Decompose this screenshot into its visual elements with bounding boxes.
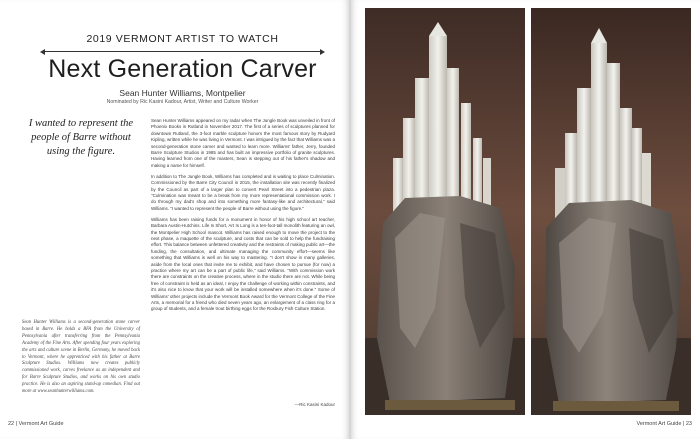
author-credit: —Ric Kasini Kadour xyxy=(294,402,335,407)
sculpture-photo-front xyxy=(365,8,525,415)
sculpture-illustration-side xyxy=(531,8,691,415)
left-page xyxy=(0,0,349,439)
sculpture-photo-side xyxy=(531,8,691,415)
article-body xyxy=(151,118,335,317)
body-paragraph-2: In addition to The Jungle Book, Williams has completed and is waiting to place Culmination. Commissioned by the Barre City Council in 2015, the installation site was recently finalized by the Council as part of a larger plan to convert Pearl Street into a pedestrian plaza. "Culmination was meant to be a break from my more representational commission work. I do through my dad's shop and into something more fantasy-like and architectural," said Williams. "I wanted to represent the people of Barre without using the figure." xyxy=(151,173,335,211)
page-folio-left: 22 | Vermont Art Guide xyxy=(8,421,64,427)
pull-quote: I wanted to represent the people of Barre without using the figure. xyxy=(28,118,134,157)
artist-byline: Sean Hunter Williams, Montpelier xyxy=(119,88,246,98)
double-arrow-rule xyxy=(42,51,323,52)
page-folio-right: Vermont Art Guide | 23 xyxy=(636,421,692,427)
nominated-by: Nominated by Ric Kasini Kadour, Artist, Writer and Culture Worker xyxy=(106,99,259,105)
body-paragraph-3: Williams has been raising funds for a monument in honor of his high school art teacher, Barbara Austin-Hutchins. Life Is Short, Art Is Long is a ten-foot-tall monolith featuring an owl, the Montpelier High School mascot. Williams has raised enough to move the project to the next phase, a maquette of the sculpture, and costs that can be sold to help the fundraising effort. This balance between unfettered creativity and the restraints of making public art—the funding, the consultation, and ultimate managing the community effort—seems like something that Williams is well on his way to mastering. "I don't show in many galleries, aside from the local ones that invite me to exhibit, and have chosen to pursue (for now) a practice where my art can be a part of public life," said Williams. "With commission work there are constraints on the creative process, where in the studio there are not. While being free of constraint is held as an ideal, I enjoy the challenge of working within constraints, and it's also nice to know that your work will be installed somewhere when it's done." Some of Williams' other projects include the Vermont Book Award for the Vermont College of the Fine Arts, a memorial for a friend who died seven years ago, an enlargement of a class ring for a group of students, and a female trout birthing eggs for the Roxbury Fish Culture Station. xyxy=(151,216,335,312)
section-kicker: 2019 VERMONT ARTIST TO WATCH xyxy=(86,33,279,45)
artist-bio: Sean Hunter Williams is a second-generation stone carver based in Barre. He holds a BFA from the University of Pennsylvania after transferring from the Pennsylvania Academy of the Fine Arts. After spending four years exploring the arts and culture scene in Berlin, Germany, he moved back to Vermont, where he apprenticed with his father at Barre Sculpture Studios. Williams now creates publicly commissioned work, carves freelance as an independent and for Barre Sculpture Studios, and works on his own studio practice. He is also an aspiring stand-up comedian. Find out more at www.seanhunterwilliams.com. xyxy=(22,320,140,395)
sculpture-illustration-front xyxy=(365,8,525,415)
article-title: Next Generation Carver xyxy=(48,55,317,83)
body-paragraph-1: Sean Hunter Williams appeared on my radar when The Jungle Book was unveiled in front of Phoenix Books in Rutland in November 2017. The first of a series of sculptures planned for downtown Rutland, the 3-foot marble sculpture honors the most famous story by Rudyard Kipling, written while he was living in Vermont. I was intrigued by the fact that Williams was a second-generation stone carver and wanted to learn more. Williams' father, Jerry, founded Barre Sculpture Studios in 1985 and has built an impressive portfolio of granite sculptures. Having learned from one of the masters, Sean is stepping out of his father's shadow and making a name for himself. xyxy=(151,118,335,168)
